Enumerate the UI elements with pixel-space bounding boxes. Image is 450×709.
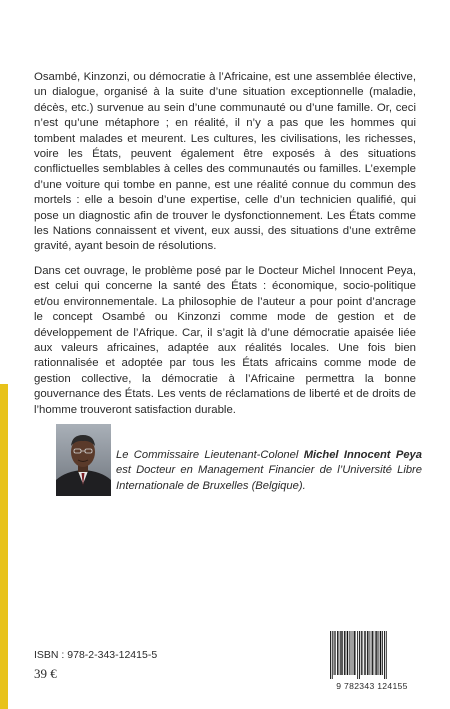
author-bio xyxy=(116,448,422,494)
author-bio-rest: est Docteur en Management Financier de l’Université Libre Internationale de Bruxelles (Belgique). xyxy=(116,464,422,492)
barcode-bar xyxy=(330,631,331,679)
barcode-bar xyxy=(349,631,350,675)
barcode-bar xyxy=(374,631,375,675)
barcode-bar xyxy=(378,631,379,675)
barcode-bars xyxy=(324,631,420,681)
barcode-bar xyxy=(353,631,354,675)
barcode-bar xyxy=(371,631,372,675)
blurb-paragraph-2: Dans cet ouvrage, le problème posé par le Docteur Michel Innocent Peya, est celui qui concerne la santé des États : économique, socio-politique et/ou environnementale. La philosophie de l’auteur a pour point d’ancrage le concept Osambé ou Kinzonzi comme mode de gestion et de développement de l’Afrique. Car, il s’agit là d’une démocratie apaisée liée aux valeurs africaines, adaptée aux réalités locales. Une fois bien rationnalisée et adoptée par tous les États africains comme mode de gestion collective, la démocratie à l’Africaine permettra la bonne gouvernance des États. Les vents de réclamations de liberté et de droits de l’homme trouveront satisfaction durable. xyxy=(34,265,416,416)
price-label: 39 € xyxy=(34,666,57,681)
barcode-bar xyxy=(359,631,360,679)
isbn-label: ISBN : 978-2-343-12415-5 xyxy=(34,649,158,661)
barcode-bar xyxy=(332,631,333,679)
barcode-bar xyxy=(340,631,341,675)
barcode-bar xyxy=(341,631,342,675)
barcode-bar xyxy=(337,631,338,675)
accent-bar xyxy=(0,384,8,709)
barcode-bar xyxy=(363,631,364,675)
barcode-digits: 9 782343 124155 xyxy=(336,681,408,691)
blurb-paragraph-1: Osambé, Kinzonzi, ou démocratie à l’Africaine, est une assemblée élective, un dialogue, organisé à la suite d’une situation exceptionnelle (maladie, décès, etc.) survenue au sein d’une communauté ou d’une famille. Or, ceci n’est qu’une métaphore ; en réalité, il n’y a pas que les hommes qui tombent malades et meurent. Les cultures, les civilisations, les richesses, voire les États, peuvent également être exposés à des situations conflictuelles semblables à celles des communautés ou familles. L’exemple d’une voiture qui tombe en panne, est une réalité connue du commun des mortels : elle a besoin d’une expertise, celle d’un technicien qualifié, qui pose un diagnostic afin de trouver le dysfonctionnement. Les États comme les Nations connaissent et vivent, eux aussi, des situations d’une extrême gravité, ayant besoin de résolutions. xyxy=(34,71,416,253)
barcode-bar xyxy=(347,631,348,675)
author-photo-image xyxy=(56,424,111,496)
barcode-bar xyxy=(375,631,376,675)
barcode-bar xyxy=(344,631,345,675)
barcode-bar xyxy=(364,631,365,675)
barcode-bar xyxy=(369,631,370,675)
barcode-bar xyxy=(380,631,381,675)
barcode-bar xyxy=(382,631,383,675)
barcode-bar xyxy=(335,631,336,675)
author-name: Michel Innocent Peya xyxy=(303,449,422,461)
author-bio-intro: Le Commissaire Lieutenant-Colonel xyxy=(116,449,304,461)
barcode-bar xyxy=(354,631,355,675)
barcode-bar xyxy=(361,631,362,675)
barcode xyxy=(324,631,420,691)
barcode-bar xyxy=(367,631,368,675)
barcode-bar xyxy=(352,631,353,675)
barcode-bar xyxy=(357,631,358,679)
barcode-bar xyxy=(334,631,335,675)
author-portrait xyxy=(56,424,111,496)
barcode-bar xyxy=(384,631,385,679)
barcode-bar xyxy=(372,631,373,675)
barcode-bar xyxy=(346,631,347,675)
barcode-bar xyxy=(386,631,387,679)
